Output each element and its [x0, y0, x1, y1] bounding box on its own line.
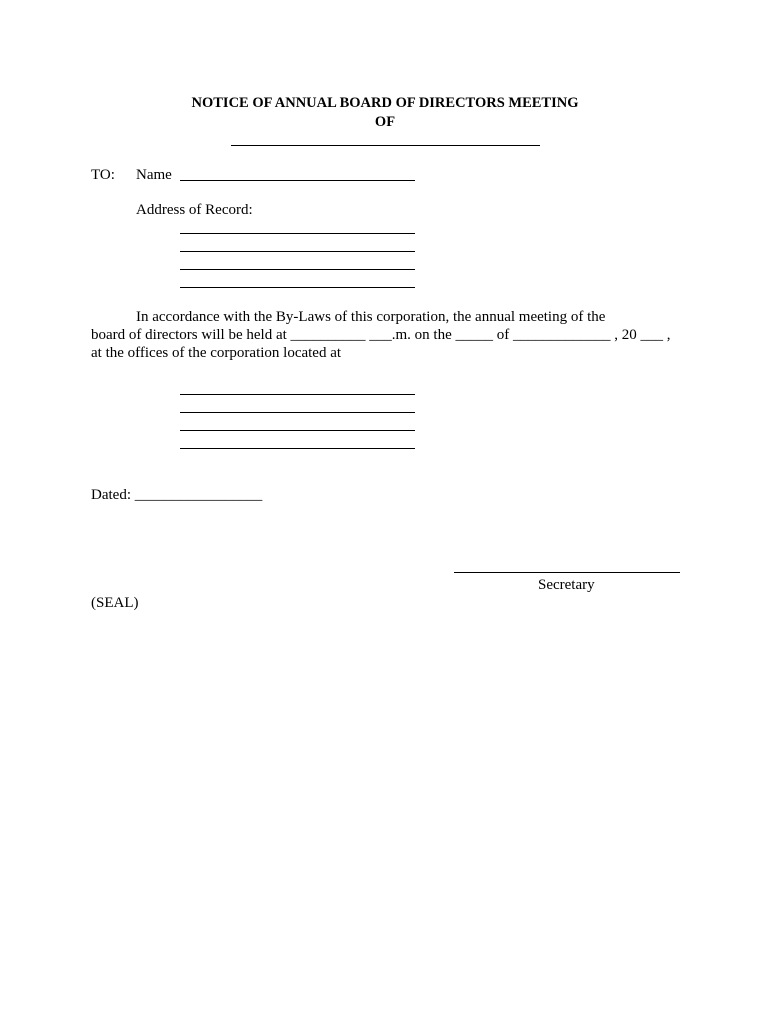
- dated-field[interactable]: Dated: _________________: [91, 487, 263, 503]
- to-label: TO:: [91, 167, 115, 183]
- body-text-line-2: board of directors will be held at __________ ___.m. on the _____ of _____________ , 20 ___ ,: [91, 327, 671, 343]
- address-line-4[interactable]: [180, 287, 415, 288]
- address-line-2[interactable]: [180, 251, 415, 252]
- secretary-signature-line[interactable]: [454, 572, 680, 573]
- corporation-name-blank[interactable]: [231, 145, 540, 146]
- document-title-of: OF: [374, 114, 396, 130]
- body-text-line-1: In accordance with the By-Laws of this corporation, the annual meeting of the: [136, 309, 606, 325]
- address-line-1[interactable]: [180, 233, 415, 234]
- location-line-4[interactable]: [180, 448, 415, 449]
- address-line-3[interactable]: [180, 269, 415, 270]
- body-text-line-3: at the offices of the corporation located at: [91, 345, 342, 361]
- name-label: Name: [136, 167, 172, 183]
- document-title: NOTICE OF ANNUAL BOARD OF DIRECTORS MEETING: [191, 95, 579, 111]
- secretary-label: Secretary: [538, 577, 595, 593]
- location-line-1[interactable]: [180, 394, 415, 395]
- address-label: Address of Record:: [136, 202, 253, 218]
- seal-label: (SEAL): [91, 595, 139, 611]
- location-line-3[interactable]: [180, 430, 415, 431]
- name-blank[interactable]: [180, 180, 415, 181]
- location-line-2[interactable]: [180, 412, 415, 413]
